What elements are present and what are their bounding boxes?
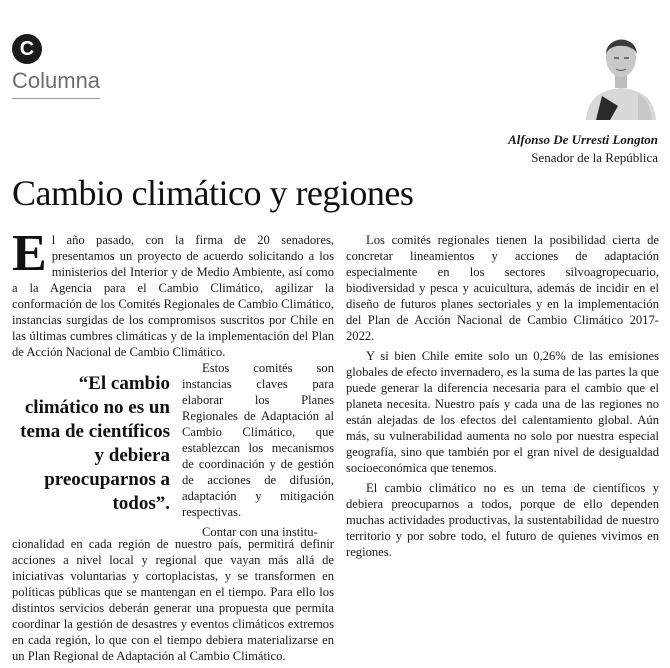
article-column-left-top <box>12 225 334 364</box>
section-badge: C <box>12 34 42 64</box>
section-label: Columna <box>12 68 101 93</box>
drop-cap: E <box>12 225 47 282</box>
paragraph-5: Y si bien Chile emite solo un 0,26% de las emisiones globales de efecto invernadero, es la suma de las partes la que puede generar la diferencia necesaria para el cambio que el planeta necesita. Nuestro país y cada una de las regiones no están alejadas de los efectos del calentamiento global. Aún más, su vulnerabilidad aumenta no solo por nuestra especial geografía, sino que también por el gran nivel de desigualdad socioeconómica que tenemos. <box>346 349 659 475</box>
pull-quote: “El cambio climático no es un tema de científicos y debiera preocuparnos a todos”. <box>20 373 170 514</box>
article-column-right <box>346 232 659 564</box>
article-column-left-bottom <box>12 536 334 668</box>
article-column-left-mid <box>182 360 334 544</box>
paragraph-4: Los comités regionales tienen la posibilidad cierta de concretar lineamientos y acciones de adaptación especialmente en los sectores silvoagropecuario, biodiversidad y pesca y acuicultura, además de incidir en el diseño de futuros planes sectoriales y en la implementación del Plan de Acción Nacional de Cambio Climático 2017-2022. <box>346 233 659 343</box>
section-divider <box>12 98 100 99</box>
paragraph-3-start: Contar con una institu- <box>202 525 318 539</box>
paragraph-6: El cambio climático no es un tema de científicos y debiera preocuparnos a todos, porque de ello dependen muchas actividades productivas, la sustentabilidad de nuestro territorio y por sobre todo, el futuro de quienes vivimos en regiones. <box>346 481 659 559</box>
paragraph-1: El año pasado, con la firma de 20 senadores, presentamos un proyecto de acuerdo solicitando a los ministerios del Interior y de Medio Ambiente, así como a la Agencia para el Cambio Climático, agilizar la conformación de los Comités Regionales de Cambio Climático, instancias surgidas de los compromisos suscritos por Chile en las últimas cumbres climáticas y de la implementación del Plan de Acción Nacional de Cambio Climático. <box>12 225 334 359</box>
headline: Cambio climático y regiones <box>12 173 414 213</box>
author-title: Senador de la República <box>531 150 658 165</box>
paragraph-3-continued: cionalidad en cada región de nuestro país, permitirá definir acciones a nivel local y regional que vayan más allá de iniciativas voluntarias y cortoplacistas, y se transformen en políticas públicas que se mantengan en el tiempo. Para ello los distintos servicios deberán generar una propuesta que permita coordinar la gestión de desastres y eventos climáticos extremos en cada región, lo que con el tiempo debiera materializarse en un Plan Regional de Adaptación al Cambio Climático. <box>12 537 334 663</box>
author-name: Alfonso De Urresti Longton <box>508 132 658 147</box>
author-portrait <box>580 28 662 120</box>
paragraph-2: Estos comités son instancias claves para elaborar los Planes Regionales de Adaptación al Cambio Climático, que establezcan los mecanismos de coordinación y de gestión de acciones de difusión, adaptación y mitigación respectivas. <box>182 361 334 519</box>
